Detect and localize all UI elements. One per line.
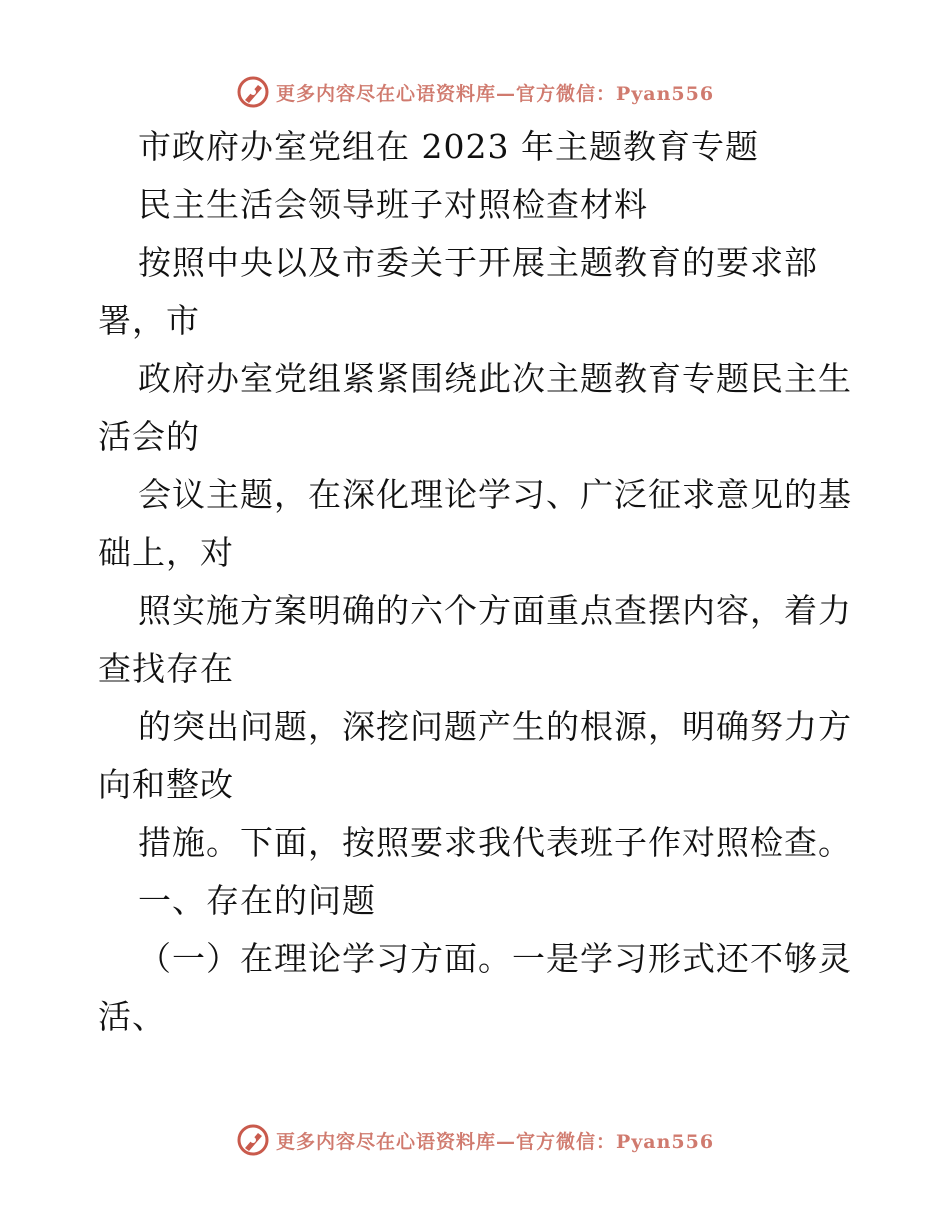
- text-line: 向和整改: [98, 765, 234, 804]
- watermark-text: 更多内容尽在心语资料库—官方微信：Pyan556: [275, 1130, 715, 1153]
- text-line: 照实施方案明确的六个方面重点查摆内容，着力: [138, 591, 852, 630]
- text-line: 查找存在: [98, 649, 234, 688]
- text-line: 署，市: [98, 301, 200, 340]
- text-line: （一）在理论学习方面。一是学习形式还不够灵: [138, 939, 852, 978]
- text-line: 政府办室党组紧紧围绕此次主题教育专题民主生: [138, 359, 852, 398]
- text-line: 会议主题，在深化理论学习、广泛征求意见的基: [138, 475, 852, 514]
- pen-logo-icon: [236, 75, 270, 109]
- pen-logo-icon: [236, 1123, 270, 1157]
- text-line: 措施。下面，按照要求我代表班子作对照检查。: [138, 823, 852, 862]
- text-line: 市政府办室党组在 2023 年主题教育专题: [138, 127, 759, 166]
- header-watermark: [0, 72, 950, 112]
- text-line: 活会的: [98, 417, 200, 456]
- document-body: [98, 118, 858, 1046]
- text-line: 按照中央以及市委关于开展主题教育的要求部: [138, 243, 818, 282]
- text-line: 础上，对: [98, 533, 234, 572]
- footer-watermark: [0, 1120, 950, 1160]
- text-line: 民主生活会领导班子对照检查材料: [138, 185, 648, 224]
- text-line: 的突出问题，深挖问题产生的根源，明确努力方: [138, 707, 852, 746]
- watermark-text: 更多内容尽在心语资料库—官方微信：Pyan556: [275, 82, 715, 105]
- text-line: 一、存在的问题: [138, 881, 376, 920]
- text-line: 活、: [98, 997, 166, 1036]
